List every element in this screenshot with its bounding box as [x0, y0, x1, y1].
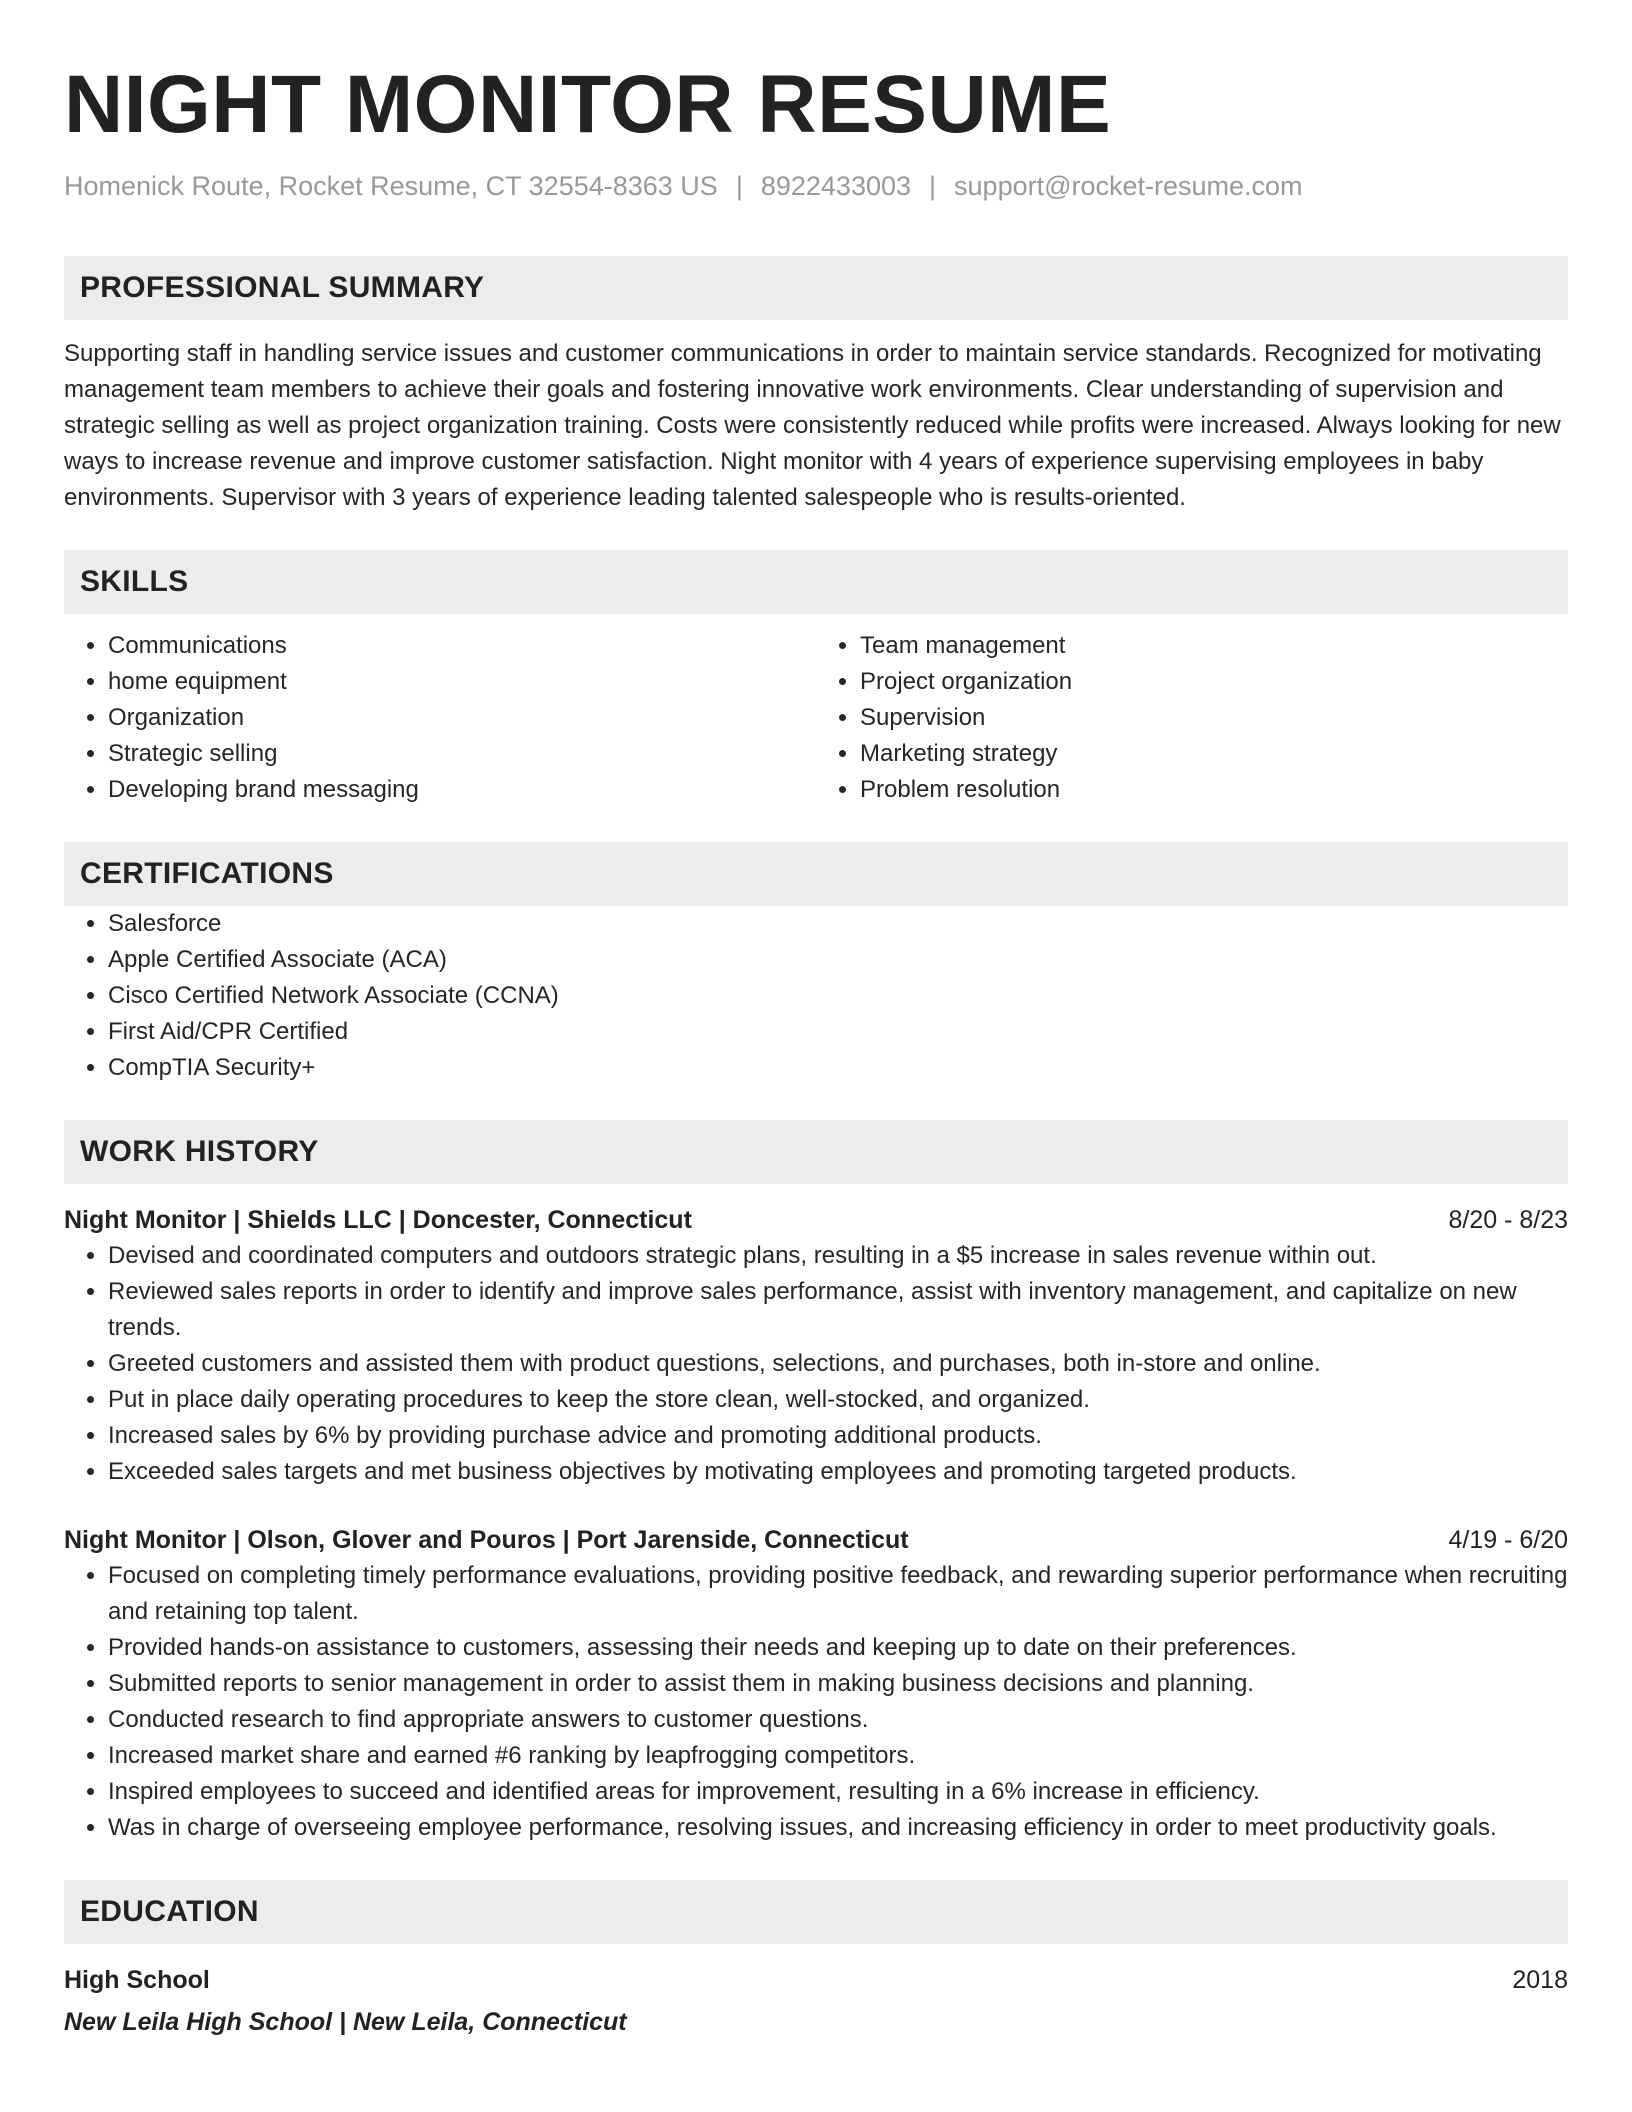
certifications-list	[64, 906, 1568, 1086]
education-school: New Leila High School | New Leila, Connecticut	[64, 2008, 627, 2036]
education-row	[64, 1962, 1568, 1998]
job-heading: Night Monitor | Shields LLC | Doncester, Connecticut	[64, 1206, 692, 1234]
education-year: 2018	[1512, 1966, 1568, 1994]
section-header-summary: PROFESSIONAL SUMMARY	[64, 256, 1568, 320]
list-item: • Increased sales by 6% by providing purchase advice and promoting additional products.	[108, 1418, 1568, 1454]
section-header-education: EDUCATION	[64, 1880, 1568, 1944]
list-item: • Strategic selling	[108, 736, 816, 772]
skills-list-right	[816, 628, 1568, 808]
skills-column-left	[64, 628, 816, 808]
list-item: • Apple Certified Associate (ACA)	[108, 942, 1568, 978]
contact-address: Homenick Route, Rocket Resume, CT 32554-8363 US	[64, 171, 718, 201]
certifications-section	[64, 842, 1568, 1086]
list-item: • Greeted customers and assisted them with product questions, selections, and purchases, both in-store and online.	[108, 1346, 1568, 1382]
summary-section	[64, 256, 1568, 516]
list-item: • Marketing strategy	[860, 736, 1568, 772]
list-item: • Devised and coordinated computers and outdoors strategic plans, resulting in a $5 increase in sales revenue within out.	[108, 1238, 1568, 1274]
list-item: • Supervision	[860, 700, 1568, 736]
job-dates: 4/19 - 6/20	[1448, 1526, 1568, 1554]
list-item: • Project organization	[860, 664, 1568, 700]
list-item: • Focused on completing timely performance evaluations, providing positive feedback, and rewarding superior performance when recruiting and retaining top talent.	[108, 1558, 1568, 1630]
job-heading-row	[64, 1522, 1568, 1558]
education-section	[64, 1880, 1568, 2040]
resume-title: NIGHT MONITOR RESUME	[64, 59, 1112, 150]
summary-text: Supporting staff in handling service issues and customer communications in order to maintain service standards. Recognized for motivating management team members to achieve their goals and fostering innovative work environments. Clear understanding of supervision and strategic selling as well as project organization training. Costs were consistently reduced while profits were increased. Always looking for new ways to increase revenue and improve customer satisfaction. Night monitor with 4 years of experience supervising employees in baby environments. Supervisor with 3 years of experience leading talented salespeople who is results-oriented.	[64, 340, 1561, 511]
work-history-section	[64, 1120, 1568, 1846]
job-entry	[64, 1202, 1568, 1490]
contact-separator: |	[735, 171, 743, 201]
list-item: • Salesforce	[108, 906, 1568, 942]
contact-line	[64, 168, 1568, 204]
list-item: • First Aid/CPR Certified	[108, 1014, 1568, 1050]
list-item: • Problem resolution	[860, 772, 1568, 808]
skills-list-left	[64, 628, 816, 808]
list-item: • Developing brand messaging	[108, 772, 816, 808]
list-item: • Put in place daily operating procedures to keep the store clean, well-stocked, and organized.	[108, 1382, 1568, 1418]
contact-phone: 8922433003	[760, 171, 912, 201]
list-item: • Inspired employees to succeed and identified areas for improvement, resulting in a 6% increase in efficiency.	[108, 1774, 1568, 1810]
list-item: • Communications	[108, 628, 816, 664]
job-bullets	[64, 1238, 1568, 1490]
list-item: • Submitted reports to senior management in order to assist them in making business decisions and planning.	[108, 1666, 1568, 1702]
list-item: • Cisco Certified Network Associate (CCNA)	[108, 978, 1568, 1014]
section-header-work-history: WORK HISTORY	[64, 1120, 1568, 1184]
skills-grid	[64, 628, 1568, 808]
education-degree: High School	[64, 1966, 210, 1994]
list-item: • Increased market share and earned #6 ranking by leapfrogging competitors.	[108, 1738, 1568, 1774]
list-item: • Was in charge of overseeing employee performance, resolving issues, and increasing efficiency in order to meet productivity goals.	[108, 1810, 1568, 1846]
job-heading-row	[64, 1202, 1568, 1238]
list-item: • Exceeded sales targets and met business objectives by motivating employees and promoting targeted products.	[108, 1454, 1568, 1490]
section-header-certifications: CERTIFICATIONS	[64, 842, 1568, 906]
skills-section	[64, 550, 1568, 808]
job-heading: Night Monitor | Olson, Glover and Pouros | Port Jarenside, Connecticut	[64, 1526, 909, 1554]
job-entry	[64, 1522, 1568, 1846]
list-item: • Conducted research to find appropriate answers to customer questions.	[108, 1702, 1568, 1738]
list-item: • Organization	[108, 700, 816, 736]
list-item: • home equipment	[108, 664, 816, 700]
list-item: • Provided hands-on assistance to customers, assessing their needs and keeping up to date on their preferences.	[108, 1630, 1568, 1666]
job-dates: 8/20 - 8/23	[1448, 1206, 1568, 1234]
contact-separator: |	[929, 171, 937, 201]
list-item: • CompTIA Security+	[108, 1050, 1568, 1086]
section-header-skills: SKILLS	[64, 550, 1568, 614]
skills-column-right	[816, 628, 1568, 808]
contact-email: support@rocket-resume.com	[954, 171, 1303, 201]
list-item: • Team management	[860, 628, 1568, 664]
job-bullets	[64, 1558, 1568, 1846]
list-item: • Reviewed sales reports in order to identify and improve sales performance, assist with inventory management, and capitalize on new trends.	[108, 1274, 1568, 1346]
